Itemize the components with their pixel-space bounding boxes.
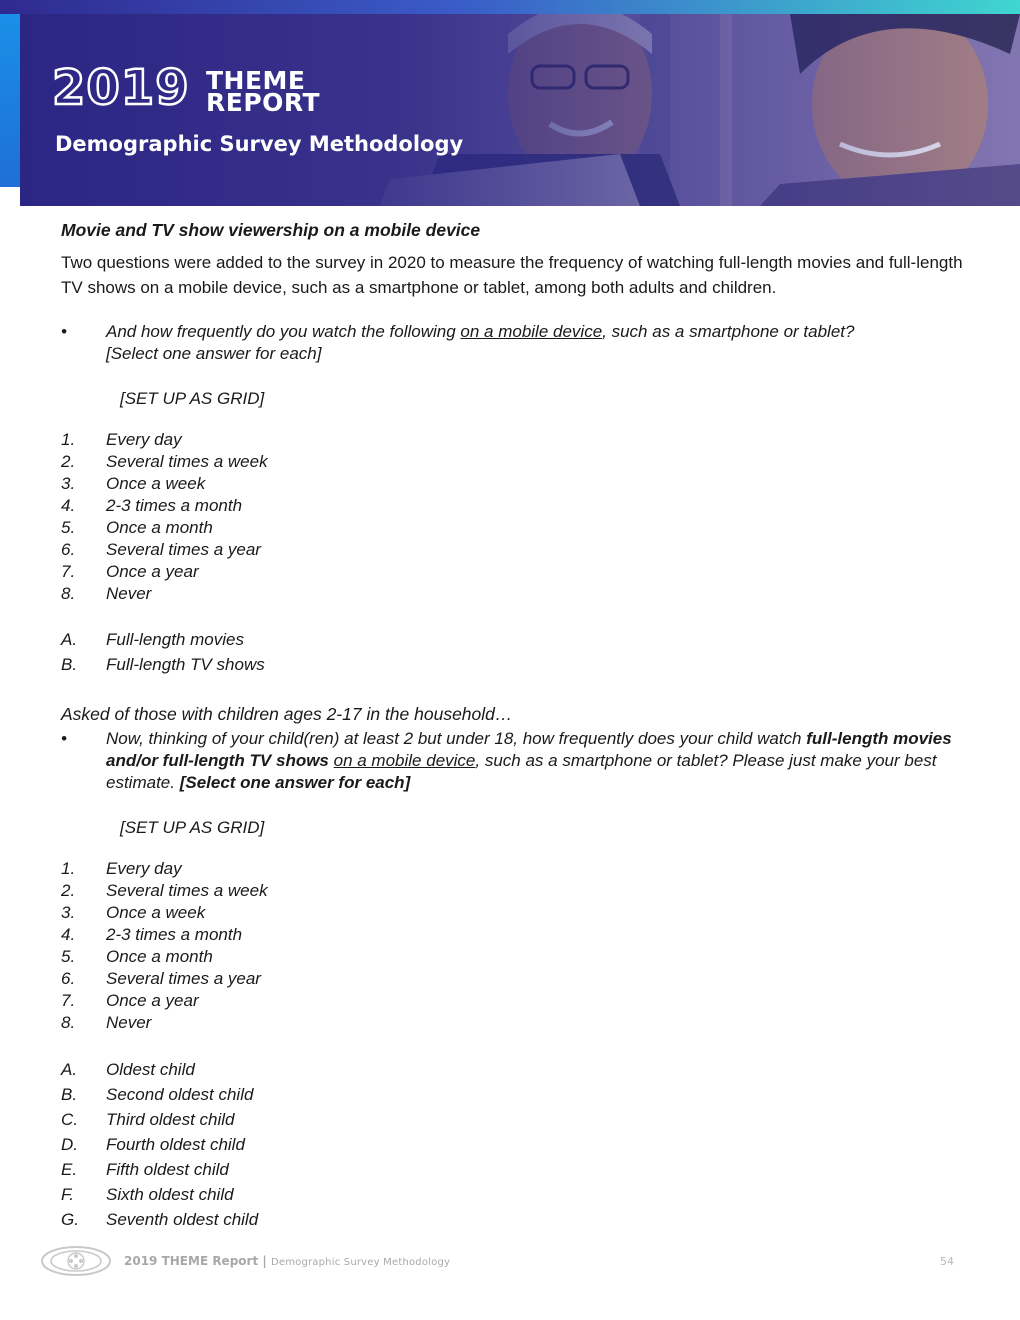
q1-item-label: Full-length movies (106, 630, 244, 649)
q1-option-label: Once a year (106, 562, 199, 581)
q1-option-marker: 3. (61, 474, 76, 493)
q2-option-marker: 2. (61, 881, 76, 900)
q2-item-label: Oldest child (106, 1060, 195, 1079)
q1-instruction: [Select one answer for each] (106, 344, 322, 363)
q2-option-label: Once a week (106, 903, 206, 922)
header-top-stripe (0, 0, 1020, 14)
q1-text-part-2: , such as a smartphone or tablet? (602, 322, 855, 341)
q2-option-label: Several times a week (106, 881, 268, 900)
q2-bold: full-length movies and/or full-length TV shows (106, 729, 952, 770)
q1-item-marker: A. (61, 630, 78, 649)
q1-option-marker: 7. (61, 562, 76, 581)
q1-option-label: Never (106, 584, 152, 603)
q2-item-marker: F. (61, 1185, 74, 1204)
footer-section: Demographic Survey Methodology (270, 1257, 451, 1268)
q1-option-label: Once a month (106, 518, 213, 537)
q1-option-marker: 5. (61, 518, 76, 537)
q1-option-marker: 2. (61, 452, 76, 471)
q2-item-label: Third oldest child (106, 1110, 235, 1129)
q2-option-label: 2-3 times a month (106, 925, 243, 944)
bullet-icon: • (61, 729, 67, 748)
q1-item-marker: B. (61, 655, 78, 674)
section-intro: Two questions were added to the survey in 2020 to measure the frequency of watching full-length movies and full-length TV shows on a mobile device, such as a smartphone or tablet, among both adults and children. (61, 253, 963, 297)
q2-option-marker: 4. (61, 925, 76, 944)
q2-text-part-2: , such as a smartphone or tablet? Please just make your best estimate. (106, 751, 937, 792)
footer-mpa-logo-icon (40, 1244, 112, 1278)
q1-option-label: Every day (106, 430, 182, 449)
q2-text-part-1: Now, thinking of your child(ren) at least 2 but under 18, how frequently does your child watch (106, 729, 807, 748)
q2-option-marker: 6. (61, 969, 76, 988)
q2-item-label: Sixth oldest child (106, 1185, 234, 1204)
header-left-tab (0, 14, 20, 187)
question-2-text (106, 728, 966, 794)
logo-word-report: REPORT (206, 88, 321, 117)
footer-report: 2019 THEME Report (124, 1254, 259, 1268)
q2-grid-note: [SET UP AS GRID] (120, 818, 265, 837)
q2-option-label: Every day (106, 859, 182, 878)
logo-year: 2019 (52, 60, 190, 116)
question-1-text (106, 321, 966, 365)
q2-item-marker: A. (61, 1060, 78, 1079)
q2-option-marker: 8. (61, 1013, 76, 1032)
q2-instruction: [Select one answer for each] (179, 773, 411, 792)
q1-option-marker: 6. (61, 540, 76, 559)
q2-item-label: Fourth oldest child (106, 1135, 245, 1154)
q1-option-marker: 1. (61, 430, 76, 449)
page-number: 54 (940, 1255, 954, 1268)
q2-option-label: Once a month (106, 947, 213, 966)
q1-text-part-1: And how frequently do you watch the following (106, 322, 461, 341)
footer-text (124, 1254, 450, 1268)
q2-option-label: Once a year (106, 991, 199, 1010)
q2-item-marker: D. (61, 1135, 78, 1154)
q2-option-marker: 5. (61, 947, 76, 966)
header-banner (20, 14, 1020, 206)
q1-item-label: Full-length TV shows (106, 655, 265, 674)
q2-item-marker: C. (61, 1110, 78, 1129)
q1-option-label: Several times a year (106, 540, 261, 559)
logo-word-theme: THEME (206, 66, 306, 95)
q2-underline: on a mobile device (333, 751, 476, 770)
q1-underline: on a mobile device (460, 322, 603, 341)
q2-option-marker: 3. (61, 903, 76, 922)
q2-item-marker: B. (61, 1085, 78, 1104)
q2-option-marker: 1. (61, 859, 76, 878)
q2-item-label: Seventh oldest child (106, 1210, 259, 1229)
q1-option-marker: 4. (61, 496, 76, 515)
q2-item-label: Second oldest child (106, 1085, 254, 1104)
footer-separator: | (258, 1254, 271, 1268)
q1-option-label: 2-3 times a month (106, 496, 243, 515)
q1-option-label: Several times a week (106, 452, 268, 471)
section-title: Movie and TV show viewership on a mobile device (61, 220, 481, 240)
q2-asked-of: Asked of those with children ages 2-17 in the household… (61, 704, 513, 724)
bullet-icon: • (61, 322, 67, 341)
q2-option-label: Several times a year (106, 969, 261, 988)
q1-option-marker: 8. (61, 584, 76, 603)
q2-option-label: Never (106, 1013, 152, 1032)
q2-item-label: Fifth oldest child (106, 1160, 229, 1179)
q2-option-marker: 7. (61, 991, 76, 1010)
q1-grid-note: [SET UP AS GRID] (120, 389, 265, 408)
banner-subtitle: Demographic Survey Methodology (55, 132, 464, 156)
q2-item-marker: E. (61, 1160, 78, 1179)
q1-option-label: Once a week (106, 474, 206, 493)
q2-item-marker: G. (61, 1210, 79, 1229)
